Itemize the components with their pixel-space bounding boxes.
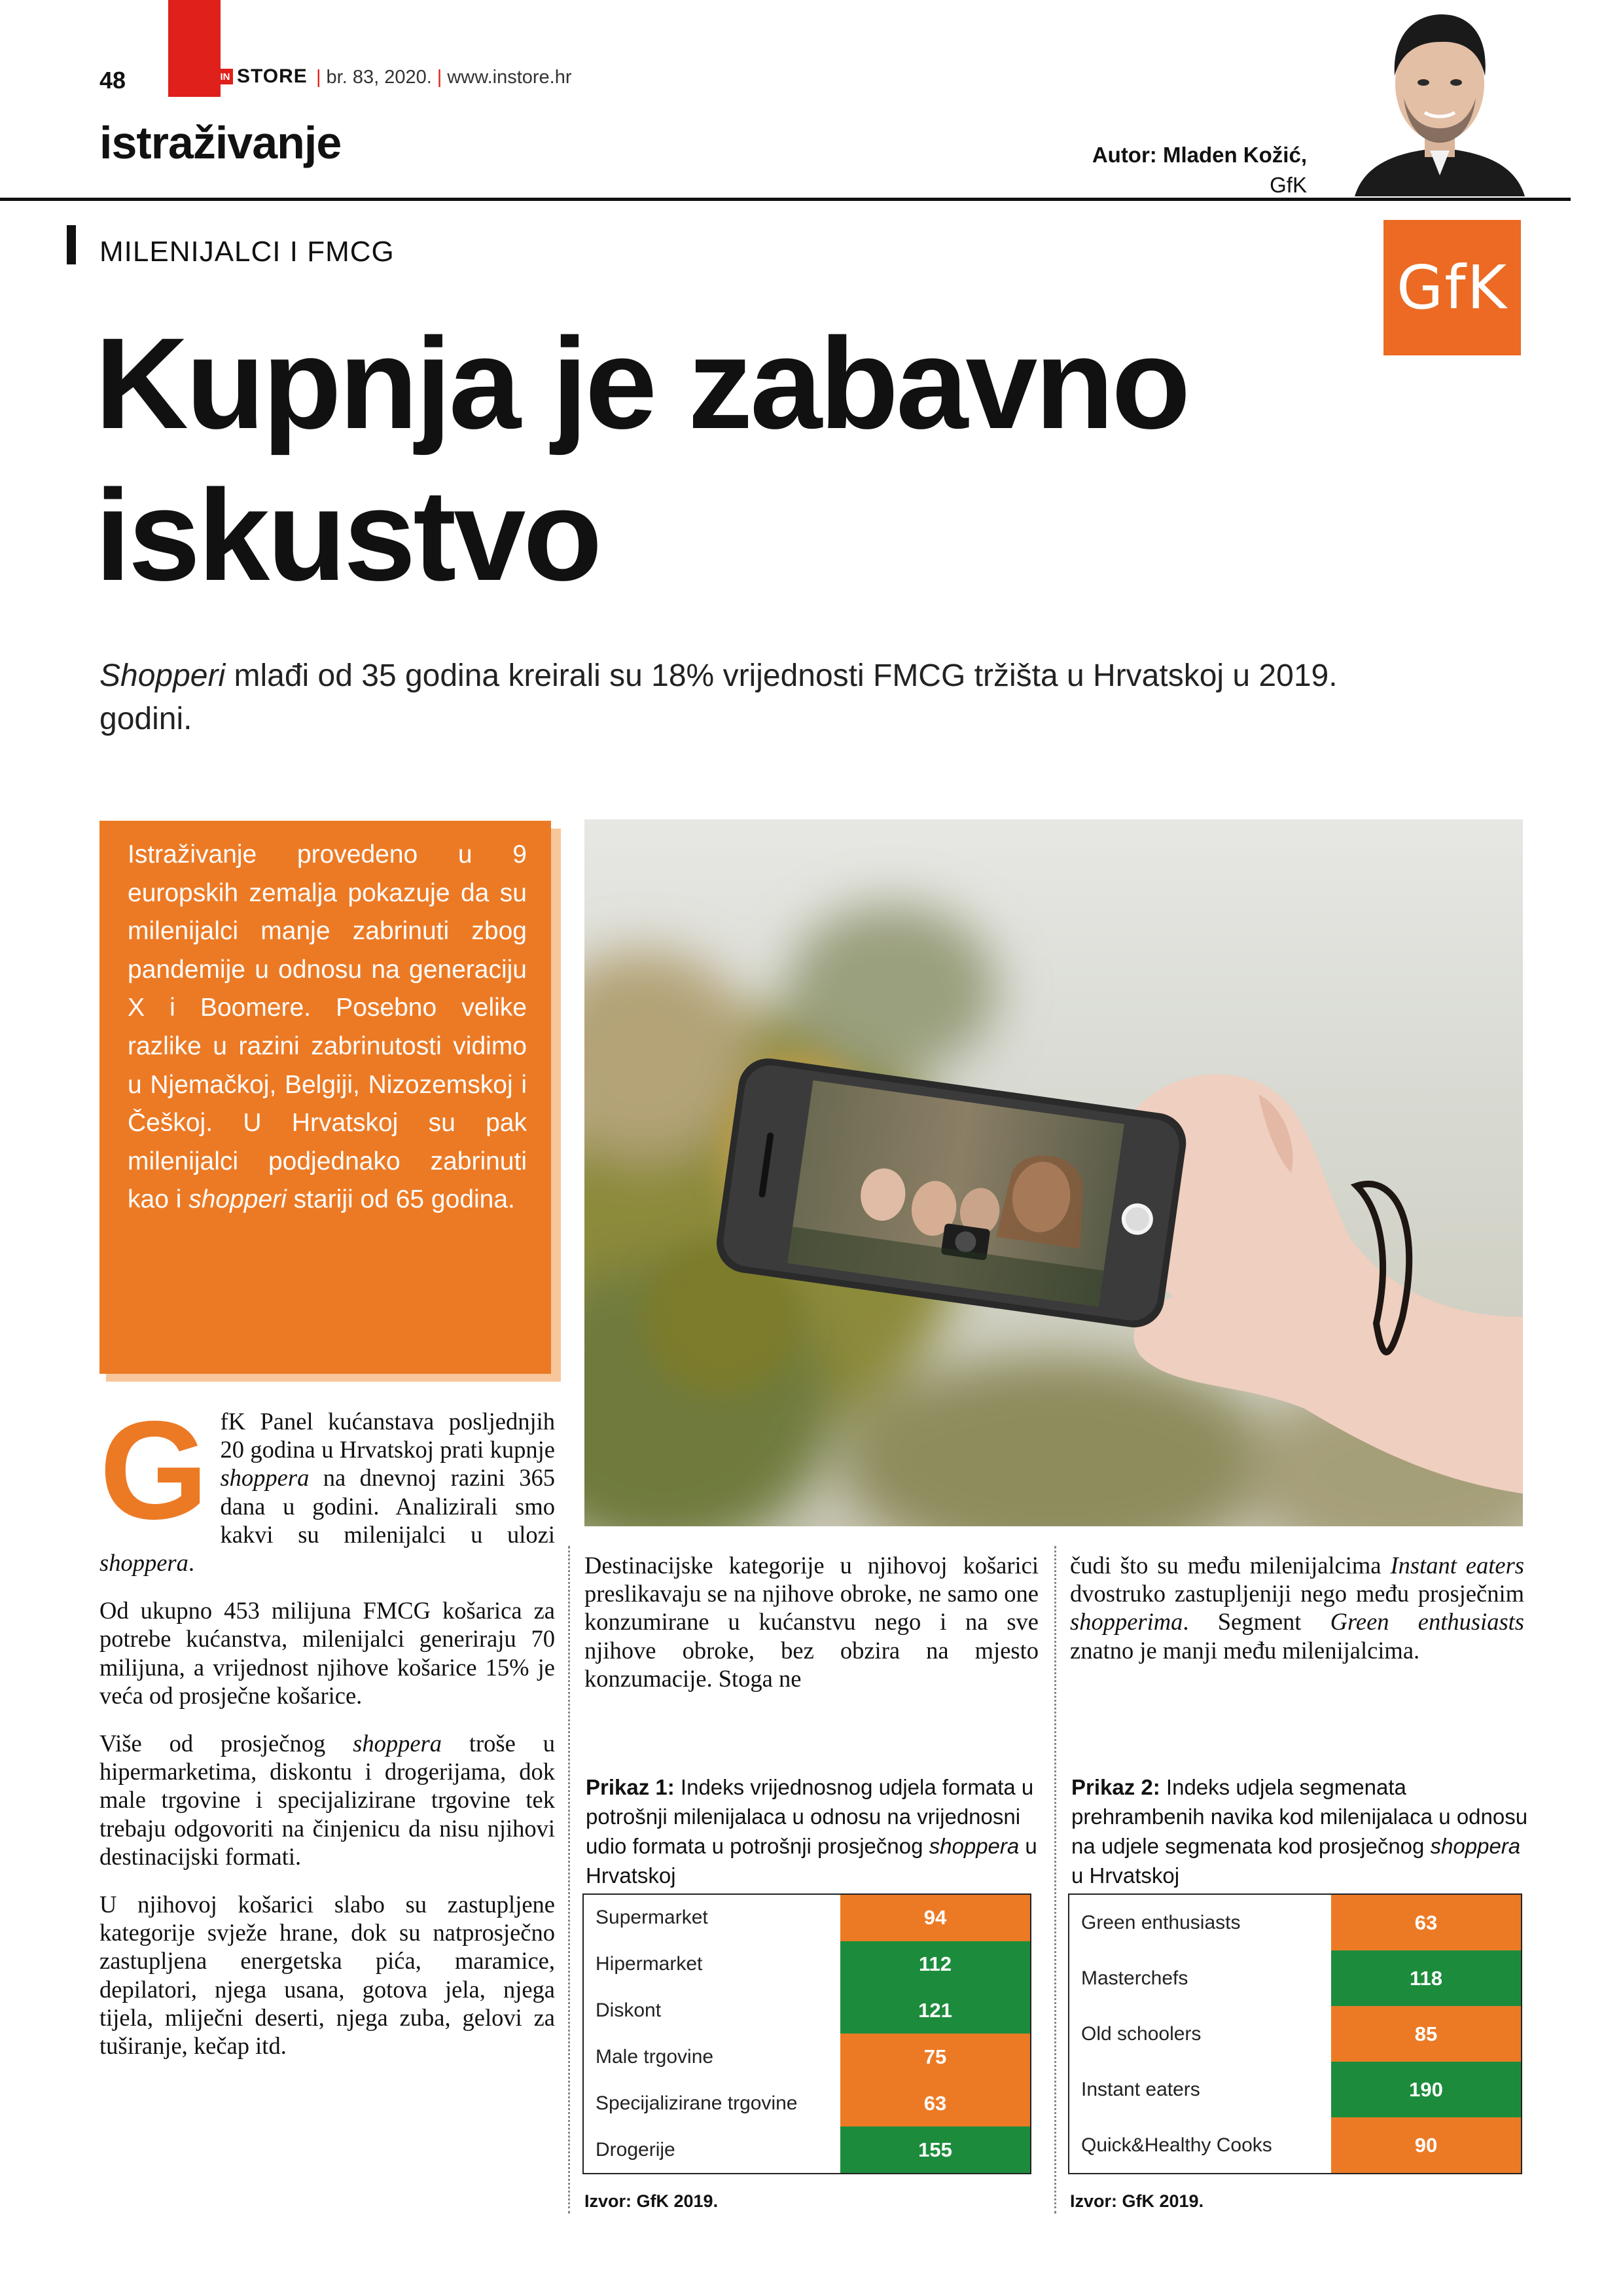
header-accent-tab xyxy=(168,0,221,97)
table-row-label: Instant eaters xyxy=(1081,2078,1200,2100)
table-2-caption xyxy=(1071,1772,1529,1890)
divider: | xyxy=(316,67,321,88)
caption-text: Indeks vrijednosnog udjela formata u potrošnji milenijalaca u odnosu na vrijednosni udio formata u potrošnji prosječnog xyxy=(586,1775,1034,1858)
table-row xyxy=(584,2126,1030,2173)
table-row-value: 63 xyxy=(1331,1895,1521,1950)
table-row-label: Quick&Healthy Cooks xyxy=(1081,2134,1272,2156)
table-row xyxy=(1069,1895,1521,1950)
paragraph-2: Od ukupno 453 milijuna FMCG košarica za potrebe kućanstva, milenijalci generiraju 70 milijuna, a vrijednost njihove košarice 15% je veća od prosječne košarice. xyxy=(99,1597,555,1709)
callout-text-part: stariji od 65 godina. xyxy=(286,1185,515,1214)
table-row xyxy=(1069,2117,1521,2173)
divider: | xyxy=(437,67,442,88)
table-row-value: 63 xyxy=(840,2080,1030,2126)
caption-label: Prikaz 2: xyxy=(1071,1775,1160,1799)
table-row xyxy=(584,1895,1030,1941)
gfk-logo xyxy=(1383,220,1521,355)
paragraph-text: . xyxy=(188,1549,194,1577)
article-lead xyxy=(99,655,1343,741)
column-divider xyxy=(1054,1546,1056,2214)
article-column-1 xyxy=(99,1392,555,2079)
paragraph-emphasis: Instant eaters xyxy=(1390,1552,1525,1579)
header-rule xyxy=(0,198,1571,201)
table-2 xyxy=(1068,1893,1522,2174)
paragraph-text: . Segment xyxy=(1183,1608,1330,1636)
paragraph-text: znatno je manji među milenijalcima. xyxy=(1070,1636,1420,1664)
headline-line-2: iskustvo xyxy=(95,463,600,607)
paragraph-emphasis: shoppera xyxy=(220,1464,310,1492)
website-link[interactable]: www.instore.hr xyxy=(447,67,572,88)
paragraph-6 xyxy=(1070,1551,1524,1664)
paragraph-text: čudi što su među milenijalcima xyxy=(1070,1552,1391,1579)
table-row-value: 94 xyxy=(840,1895,1030,1941)
table-row-label: Masterchefs xyxy=(1081,1967,1188,1989)
table-row-value: 75 xyxy=(840,2034,1030,2080)
table-row xyxy=(584,1988,1030,2034)
table-1-caption xyxy=(586,1772,1044,1890)
lead-emphasis: Shopperi xyxy=(99,658,226,693)
callout-text xyxy=(128,836,527,1219)
author-name: Autor: Mladen Kožić, xyxy=(1092,143,1307,167)
table-row xyxy=(1069,2062,1521,2117)
paragraph-text: fK Panel kućanstava posljednjih 20 godina u Hrvatskoj prati kupnje xyxy=(220,1408,555,1463)
table-row xyxy=(584,1941,1030,1988)
issue-info xyxy=(311,67,572,88)
paragraph-emphasis: shopperima xyxy=(1070,1608,1183,1636)
table-row-label: Supermarket xyxy=(596,1907,708,1929)
caption-emphasis: shoppera xyxy=(1430,1834,1521,1858)
table-row-value: 190 xyxy=(1331,2062,1521,2117)
table-row xyxy=(1069,2006,1521,2062)
caption-text: u Hrvatskoj xyxy=(586,1834,1037,1888)
column-divider xyxy=(568,1546,570,2214)
magazine-logo-in: IN xyxy=(217,69,233,84)
section-title: istraživanje xyxy=(99,117,342,168)
article-column-3 xyxy=(1070,1551,1524,1684)
table-row xyxy=(584,2034,1030,2080)
paragraph-emphasis: Green enthusiasts xyxy=(1330,1608,1524,1636)
selfie-photo xyxy=(584,819,1523,1526)
article-kicker: MILENIJALCI I FMCG xyxy=(99,236,395,268)
paragraph-text: na dnevnoj razini 365 dana u godini. Analizirali smo kakvi su milenijalci u ulozi xyxy=(220,1464,555,1548)
lead-text: mlađi od 35 godina kreirali su 18% vrijednosti FMCG tržišta u Hrvatskoj u 2019. godini. xyxy=(99,658,1338,736)
issue-number: br. 83, 2020. xyxy=(326,67,432,88)
paragraph-3 xyxy=(99,1729,555,1871)
magazine-logo-store: STORE xyxy=(237,65,308,87)
table-row-label: Diskont xyxy=(596,2000,662,2022)
callout-text-part: Istraživanje provedeno u 9 europskih zemalja pokazuje da su milenijalci manje zabrinuti zbog pandemije u odnosu na generaciju X i Boomere. Posebno velike razlike u razini zabrinutosti vidimo u Njemačkoj, Belgiji, Nizozemskoj i Češkoj. U Hrvatskoj su pak milenijalci podjednako zabrinuti kao i xyxy=(128,840,527,1214)
headline-line-1: Kupnja je zabavno xyxy=(95,311,1188,456)
magazine-logo xyxy=(217,65,308,88)
table-1 xyxy=(582,1893,1031,2174)
paragraph-emphasis: shoppera xyxy=(353,1730,442,1757)
article-headline xyxy=(95,308,1371,611)
table-1-source: Izvor: GfK 2019. xyxy=(584,2191,719,2211)
paragraph-4: U njihovoj košarici slabo su zastupljene kategorije svježe hrane, dok su natprosječno zastupljena energetska pića, maramice, depilatori, njega usana, gotova jela, njega tijela, mliječni deserti, njega zuba, gelovi za tuširanje, kečap itd. xyxy=(99,1891,555,2060)
table-row-value: 90 xyxy=(1331,2117,1521,2173)
paragraph-1 xyxy=(99,1392,555,1577)
table-row-label: Green enthusiasts xyxy=(1081,1911,1241,1933)
table-row-label: Specijalizirane trgovine xyxy=(596,2092,798,2114)
table-row-value: 112 xyxy=(840,1941,1030,1988)
page-number: 48 xyxy=(99,67,126,94)
callout-emphasis: shopperi xyxy=(188,1185,287,1214)
caption-text: Indeks udjela segmenata prehrambenih navika kod milenijalaca u odnosu na udjele segmenata kod prosječnog xyxy=(1071,1775,1528,1858)
table-row-value: 121 xyxy=(840,1988,1030,2034)
caption-text: u Hrvatskoj xyxy=(1071,1863,1180,1888)
gfk-logo-text: GfK xyxy=(1396,253,1508,323)
article-column-2 xyxy=(584,1551,1039,1712)
table-row xyxy=(584,2080,1030,2126)
table-row-value: 155 xyxy=(840,2126,1030,2173)
table-row-label: Hipermarket xyxy=(596,1953,703,1975)
table-row-label: Male trgovine xyxy=(596,2045,714,2068)
caption-emphasis: shoppera xyxy=(929,1834,1020,1858)
drop-cap: G xyxy=(99,1392,209,1549)
author-credit xyxy=(1092,140,1307,200)
kicker-bar xyxy=(67,225,76,264)
table-row-label: Drogerije xyxy=(596,2138,675,2161)
author-company: GfK xyxy=(1270,173,1307,197)
table-2-source: Izvor: GfK 2019. xyxy=(1070,2191,1204,2211)
table-row-value: 85 xyxy=(1331,2006,1521,2062)
caption-label: Prikaz 1: xyxy=(586,1775,675,1799)
paragraph-text: troše u hipermarketima, diskontu i drogerijama, dok male trgovine i specijalizirane trgovine tek trebaju odgovoriti na činjenicu da nisu njihovi destinacijski formati. xyxy=(99,1730,555,1870)
paragraph-emphasis: shoppera xyxy=(99,1549,188,1577)
table-row xyxy=(1069,1950,1521,2006)
paragraph-text: Više od prosječnog xyxy=(99,1730,353,1757)
table-row-label: Old schoolers xyxy=(1081,2022,1202,2045)
paragraph-text: dvostruko zastupljeniji nego među prosječnim xyxy=(1070,1580,1524,1607)
author-portrait xyxy=(1351,0,1528,196)
paragraph-5: Destinacijske kategorije u njihovoj košarici preslikavaju se na njihove obroke, ne samo one konzumirane u kućanstvu nego i na sve njihove obroke, bez obzira na mjesto konzumacije. Stoga ne xyxy=(584,1552,1039,1692)
table-row-value: 118 xyxy=(1331,1950,1521,2006)
